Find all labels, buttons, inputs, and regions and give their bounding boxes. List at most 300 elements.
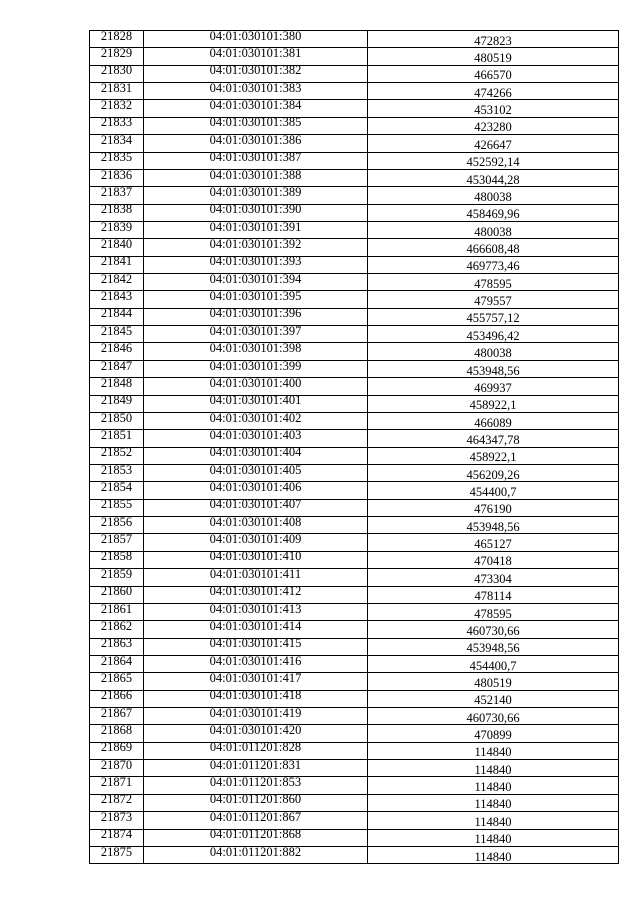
- table-body: [90, 31, 619, 864]
- cadastral-number-cell: [144, 777, 368, 794]
- table-row: [90, 586, 619, 603]
- cadastral-number-cell-text: 04:01:030101:381: [209, 47, 302, 61]
- cadastral-value-cell-text: 114840: [474, 780, 512, 795]
- row-number-cell-text: 21849: [100, 395, 133, 408]
- cadastral-value-cell-text: 469773,46: [466, 259, 520, 274]
- row-number-cell-text: 21839: [100, 221, 133, 234]
- row-number-cell: [90, 569, 144, 586]
- cadastral-value-cell: [368, 31, 619, 48]
- cadastral-number-cell: [144, 517, 368, 534]
- cadastral-value-cell-text: 479557: [474, 294, 512, 309]
- row-number-cell-text: 21872: [100, 794, 133, 807]
- row-number-cell: [90, 152, 144, 169]
- cadastral-value-cell-text: 480038: [474, 346, 512, 361]
- cadastral-value-cell-text: 458469,96: [466, 207, 520, 222]
- cadastral-number-cell: [144, 812, 368, 829]
- row-number-cell-text: 21856: [100, 516, 133, 529]
- cadastral-number-cell: [144, 204, 368, 221]
- cadastral-number-cell: [144, 725, 368, 742]
- row-number-cell: [90, 326, 144, 343]
- cadastral-number-cell: [144, 169, 368, 186]
- cadastral-number-cell-text: 04:01:030101:394: [209, 273, 302, 286]
- cadastral-number-cell: [144, 239, 368, 256]
- cadastral-value-cell-text: 466608,48: [466, 241, 520, 256]
- cadastral-value-cell-text: 453102: [474, 103, 512, 118]
- cadastral-number-cell-text: 04:01:030101:384: [209, 99, 302, 113]
- row-number-cell: [90, 690, 144, 707]
- row-number-cell: [90, 447, 144, 464]
- row-number-cell: [90, 708, 144, 725]
- cadastral-number-cell-text: 04:01:030101:407: [209, 499, 302, 512]
- cadastral-number-cell: [144, 117, 368, 134]
- cadastral-number-cell-text: 04:01:030101:391: [209, 221, 302, 234]
- cadastral-number-cell-text: 04:01:030101:411: [209, 568, 302, 581]
- cadastral-number-cell: [144, 673, 368, 690]
- cadastral-number-cell: [144, 412, 368, 429]
- row-number-cell: [90, 621, 144, 638]
- cadastral-number-cell-text: 04:01:030101:414: [209, 620, 302, 633]
- cadastral-number-cell-text: 04:01:030101:401: [209, 395, 302, 408]
- cadastral-number-cell-text: 04:01:030101:418: [209, 690, 302, 703]
- row-number-cell: [90, 274, 144, 291]
- row-number-cell: [90, 760, 144, 777]
- cadastral-value-cell: [368, 777, 619, 794]
- table-row: [90, 135, 619, 152]
- cadastral-number-cell: [144, 829, 368, 846]
- table-row: [90, 378, 619, 395]
- cadastral-number-cell-text: 04:01:030101:403: [209, 429, 302, 442]
- cadastral-value-cell-text: 114840: [474, 797, 512, 812]
- cadastral-number-cell-text: 04:01:030101:409: [209, 533, 302, 547]
- cadastral-number-cell-text: 04:01:011201:868: [209, 829, 302, 842]
- cadastral-value-cell-text: 423280: [474, 120, 512, 135]
- cadastral-number-cell-text: 04:01:030101:415: [209, 638, 302, 651]
- table-row: [90, 569, 619, 586]
- cadastral-number-cell: [144, 499, 368, 516]
- cadastral-value-cell-text: 114840: [474, 814, 512, 829]
- cadastral-value-cell-text: 476190: [474, 502, 512, 517]
- cadastral-value-cell-text: 473304: [474, 571, 512, 586]
- table-row: [90, 551, 619, 568]
- cadastral-value-cell: [368, 430, 619, 447]
- cadastral-value-cell: [368, 621, 619, 638]
- cadastral-number-cell: [144, 569, 368, 586]
- cadastral-number-cell-text: 04:01:030101:398: [209, 342, 302, 356]
- cadastral-number-cell-text: 04:01:030101:412: [209, 586, 302, 599]
- table-row: [90, 152, 619, 169]
- cadastral-number-cell: [144, 395, 368, 412]
- row-number-cell: [90, 430, 144, 447]
- row-number-cell-text: 21848: [100, 377, 133, 390]
- cadastral-number-cell: [144, 586, 368, 603]
- table-row: [90, 760, 619, 777]
- cadastral-number-cell: [144, 31, 368, 48]
- cadastral-number-cell-text: 04:01:030101:410: [209, 551, 302, 564]
- cadastral-number-cell: [144, 638, 368, 655]
- cadastral-number-cell: [144, 256, 368, 273]
- table-row: [90, 829, 619, 846]
- row-number-cell: [90, 777, 144, 794]
- row-number-cell-text: 21830: [100, 65, 133, 78]
- table-row: [90, 117, 619, 134]
- row-number-cell: [90, 725, 144, 742]
- table-row: [90, 83, 619, 100]
- cadastral-number-cell: [144, 326, 368, 343]
- cadastral-value-cell: [368, 464, 619, 481]
- cadastral-value-cell-text: 480038: [474, 224, 512, 239]
- cadastral-value-cell: [368, 846, 619, 863]
- table-row: [90, 534, 619, 551]
- table-row: [90, 464, 619, 481]
- row-number-cell-text: 21835: [100, 152, 133, 165]
- cadastral-value-cell-text: 478114: [474, 589, 512, 604]
- row-number-cell-text: 21837: [100, 186, 133, 199]
- cadastral-value-cell-text: 460730,66: [466, 623, 520, 638]
- cadastral-number-cell: [144, 48, 368, 65]
- cadastral-number-cell-text: 04:01:011201:860: [209, 794, 302, 807]
- row-number-cell-text: 21855: [100, 499, 133, 512]
- cadastral-number-cell-text: 04:01:030101:392: [209, 238, 302, 251]
- row-number-cell-text: 21852: [100, 447, 133, 460]
- cadastral-number-cell: [144, 100, 368, 117]
- cadastral-value-cell: [368, 187, 619, 204]
- row-number-cell-text: 21858: [100, 551, 133, 564]
- table-row: [90, 673, 619, 690]
- cadastral-value-cell-text: 453044,28: [466, 172, 520, 187]
- table-row: [90, 343, 619, 360]
- row-number-cell: [90, 239, 144, 256]
- cadastral-value-cell: [368, 812, 619, 829]
- table-row: [90, 655, 619, 672]
- row-number-cell-text: 21862: [100, 620, 133, 633]
- cadastral-number-cell-text: 04:01:030101:387: [209, 152, 302, 165]
- cadastral-number-cell-text: 04:01:030101:382: [209, 65, 302, 78]
- cadastral-value-cell-text: 470899: [474, 728, 512, 743]
- row-number-cell-text: 21842: [100, 273, 133, 286]
- table-row: [90, 48, 619, 65]
- row-number-cell: [90, 812, 144, 829]
- cadastral-number-cell: [144, 308, 368, 325]
- cadastral-number-cell-text: 04:01:030101:388: [209, 169, 302, 182]
- row-number-cell-text: 21846: [100, 342, 133, 356]
- row-number-cell-text: 21833: [100, 117, 133, 130]
- cadastral-number-cell: [144, 655, 368, 672]
- cadastral-number-cell: [144, 135, 368, 152]
- cadastral-value-cell: [368, 638, 619, 655]
- cadastral-number-cell-text: 04:01:030101:402: [209, 412, 302, 425]
- row-number-cell-text: 21829: [100, 47, 133, 61]
- cadastral-value-cell: [368, 100, 619, 117]
- row-number-cell: [90, 464, 144, 481]
- cadastral-number-cell-text: 04:01:030101:419: [209, 707, 302, 720]
- cadastral-value-cell-text: 453948,56: [466, 641, 520, 656]
- cadastral-number-cell: [144, 343, 368, 360]
- row-number-cell-text: 21847: [100, 360, 133, 373]
- cadastral-value-cell: [368, 551, 619, 568]
- row-number-cell: [90, 482, 144, 499]
- cadastral-value-cell-text: 478595: [474, 606, 512, 621]
- cadastral-value-cell-text: 456209,26: [466, 467, 520, 482]
- table-row: [90, 239, 619, 256]
- cadastral-value-cell: [368, 794, 619, 811]
- table-row: [90, 221, 619, 238]
- row-number-cell-text: 21832: [100, 99, 133, 113]
- cadastral-value-cell-text: 114840: [474, 745, 512, 760]
- table-row: [90, 725, 619, 742]
- row-number-cell: [90, 360, 144, 377]
- row-number-cell-text: 21831: [100, 82, 133, 95]
- cadastral-number-cell-text: 04:01:030101:408: [209, 516, 302, 529]
- row-number-cell: [90, 135, 144, 152]
- cadastral-value-cell-text: 114840: [474, 849, 512, 864]
- cadastral-value-cell: [368, 65, 619, 82]
- cadastral-number-cell-text: 04:01:011201:828: [209, 742, 302, 755]
- cadastral-number-cell-text: 04:01:030101:389: [209, 186, 302, 199]
- cadastral-value-cell: [368, 308, 619, 325]
- row-number-cell: [90, 291, 144, 308]
- cadastral-value-cell: [368, 517, 619, 534]
- cadastral-value-cell-text: 465127: [474, 537, 512, 552]
- cadastral-number-cell: [144, 187, 368, 204]
- cadastral-value-cell-text: 458922,1: [469, 450, 517, 465]
- cadastral-number-cell: [144, 708, 368, 725]
- row-number-cell-text: 21863: [100, 638, 133, 651]
- cadastral-number-cell: [144, 742, 368, 759]
- cadastral-number-cell: [144, 378, 368, 395]
- row-number-cell: [90, 83, 144, 100]
- cadastral-number-cell: [144, 83, 368, 100]
- cadastral-number-cell-text: 04:01:030101:404: [209, 447, 302, 460]
- row-number-cell: [90, 204, 144, 221]
- cadastral-value-cell: [368, 48, 619, 65]
- row-number-cell: [90, 673, 144, 690]
- cadastral-number-cell-text: 04:01:030101:417: [209, 672, 302, 685]
- cadastral-value-cell-text: 453948,56: [466, 519, 520, 534]
- cadastral-number-cell: [144, 621, 368, 638]
- cadastral-number-cell-text: 04:01:030101:397: [209, 325, 302, 338]
- table-row: [90, 846, 619, 863]
- table-row: [90, 360, 619, 377]
- table-row: [90, 412, 619, 429]
- cadastral-number-cell: [144, 65, 368, 82]
- row-number-cell: [90, 412, 144, 429]
- cadastral-number-cell-text: 04:01:030101:405: [209, 464, 302, 477]
- cadastral-value-cell-text: 466089: [474, 415, 512, 430]
- cadastral-value-cell: [368, 412, 619, 429]
- table-row: [90, 395, 619, 412]
- cadastral-value-cell-text: 470418: [474, 554, 512, 569]
- cadastral-value-cell: [368, 829, 619, 846]
- cadastral-value-cell-text: 472823: [474, 33, 512, 48]
- row-number-cell: [90, 100, 144, 117]
- row-number-cell-text: 21866: [100, 690, 133, 703]
- row-number-cell-text: 21844: [100, 308, 133, 321]
- cadastral-value-cell: [368, 291, 619, 308]
- row-number-cell: [90, 117, 144, 134]
- cadastral-number-cell: [144, 846, 368, 863]
- table-row: [90, 517, 619, 534]
- row-number-cell-text: 21875: [100, 846, 133, 859]
- cadastral-number-cell: [144, 603, 368, 620]
- cadastral-number-cell-text: 04:01:011201:853: [209, 776, 302, 790]
- cadastral-value-cell: [368, 760, 619, 777]
- cadastral-value-cell: [368, 326, 619, 343]
- cadastral-value-cell: [368, 343, 619, 360]
- row-number-cell: [90, 256, 144, 273]
- cadastral-number-cell: [144, 447, 368, 464]
- row-number-cell-text: 21840: [100, 238, 133, 251]
- cadastral-value-cell: [368, 395, 619, 412]
- row-number-cell-text: 21857: [100, 533, 133, 547]
- table-row: [90, 742, 619, 759]
- cadastral-number-cell-text: 04:01:011201:867: [209, 811, 302, 824]
- cadastral-number-cell-text: 04:01:030101:420: [209, 724, 302, 738]
- row-number-cell: [90, 31, 144, 48]
- row-number-cell: [90, 586, 144, 603]
- cadastral-number-cell: [144, 274, 368, 291]
- row-number-cell: [90, 308, 144, 325]
- table-row: [90, 482, 619, 499]
- table-row: [90, 499, 619, 516]
- cadastral-number-cell: [144, 464, 368, 481]
- row-number-cell-text: 21873: [100, 811, 133, 824]
- cadastral-value-cell-text: 480038: [474, 189, 512, 204]
- row-number-cell-text: 21828: [100, 30, 133, 43]
- cadastral-number-cell: [144, 430, 368, 447]
- row-number-cell-text: 21838: [100, 204, 133, 217]
- cadastral-value-cell-text: 480519: [474, 51, 512, 66]
- row-number-cell-text: 21845: [100, 325, 133, 338]
- cadastral-value-cell-text: 466570: [474, 68, 512, 83]
- row-number-cell: [90, 638, 144, 655]
- table-row: [90, 256, 619, 273]
- row-number-cell-text: 21868: [100, 724, 133, 738]
- row-number-cell-text: 21871: [100, 776, 133, 790]
- table-row: [90, 169, 619, 186]
- row-number-cell-text: 21851: [100, 429, 133, 442]
- row-number-cell-text: 21869: [100, 742, 133, 755]
- cadastral-number-cell-text: 04:01:030101:406: [209, 481, 302, 495]
- cadastral-number-cell-text: 04:01:030101:396: [209, 308, 302, 321]
- cadastral-value-cell: [368, 708, 619, 725]
- table-row: [90, 326, 619, 343]
- cadastral-value-cell-text: 458922,1: [469, 398, 517, 413]
- cadastral-value-cell: [368, 499, 619, 516]
- row-number-cell-text: 21853: [100, 464, 133, 477]
- table-row: [90, 603, 619, 620]
- cadastral-value-cell: [368, 603, 619, 620]
- cadastral-number-cell: [144, 760, 368, 777]
- cadastral-value-cell: [368, 586, 619, 603]
- cadastral-value-cell: [368, 221, 619, 238]
- cadastral-number-cell-text: 04:01:030101:380: [209, 30, 302, 43]
- row-number-cell-text: 21865: [100, 672, 133, 685]
- cadastral-number-cell-text: 04:01:030101:383: [209, 82, 302, 95]
- row-number-cell: [90, 742, 144, 759]
- row-number-cell-text: 21870: [100, 759, 133, 772]
- cadastral-number-cell: [144, 794, 368, 811]
- row-number-cell: [90, 829, 144, 846]
- cadastral-value-cell: [368, 482, 619, 499]
- cadastral-value-cell: [368, 360, 619, 377]
- table-row: [90, 794, 619, 811]
- cadastral-number-cell: [144, 152, 368, 169]
- row-number-cell: [90, 378, 144, 395]
- table-row: [90, 812, 619, 829]
- row-number-cell-text: 21861: [100, 603, 133, 616]
- table-row: [90, 708, 619, 725]
- cadastral-number-cell: [144, 360, 368, 377]
- cadastral-value-cell-text: 114840: [474, 832, 512, 847]
- cadastral-value-cell-text: 454400,7: [469, 658, 517, 673]
- cadastral-number-cell: [144, 221, 368, 238]
- cadastral-value-cell-text: 452140: [474, 693, 512, 708]
- row-number-cell: [90, 169, 144, 186]
- table-row: [90, 65, 619, 82]
- cadastral-number-cell-text: 04:01:030101:400: [209, 377, 302, 390]
- row-number-cell: [90, 846, 144, 863]
- table-row: [90, 430, 619, 447]
- table-row: [90, 187, 619, 204]
- cadastral-value-cell: [368, 673, 619, 690]
- table-row: [90, 291, 619, 308]
- row-number-cell-text: 21874: [100, 829, 133, 842]
- cadastral-value-cell: [368, 204, 619, 221]
- cadastral-number-cell: [144, 534, 368, 551]
- cadastral-number-cell: [144, 551, 368, 568]
- row-number-cell: [90, 794, 144, 811]
- cadastral-value-cell: [368, 690, 619, 707]
- table-row: [90, 308, 619, 325]
- cadastral-number-cell-text: 04:01:030101:399: [209, 360, 302, 373]
- cadastral-value-cell: [368, 169, 619, 186]
- cadastral-value-cell-text: 469937: [474, 380, 512, 395]
- table-row: [90, 204, 619, 221]
- row-number-cell: [90, 65, 144, 82]
- cadastral-value-cell: [368, 274, 619, 291]
- cadastral-number-cell-text: 04:01:030101:385: [209, 117, 302, 130]
- cadastral-value-cell: [368, 655, 619, 672]
- cadastral-number-cell-text: 04:01:030101:416: [209, 655, 302, 668]
- cadastral-value-cell: [368, 447, 619, 464]
- cadastral-value-cell-text: 114840: [474, 762, 512, 777]
- row-number-cell-text: 21834: [100, 134, 133, 147]
- cadastral-value-cell-text: 480519: [474, 675, 512, 690]
- cadastral-value-cell: [368, 256, 619, 273]
- row-number-cell-text: 21854: [100, 481, 133, 495]
- cadastral-value-cell-text: 454400,7: [469, 485, 517, 500]
- row-number-cell-text: 21836: [100, 169, 133, 182]
- cadastral-value-cell: [368, 152, 619, 169]
- cadastral-value-cell-text: 460730,66: [466, 710, 520, 725]
- cadastral-value-cell: [368, 83, 619, 100]
- row-number-cell: [90, 499, 144, 516]
- cadastral-number-cell-text: 04:01:030101:390: [209, 204, 302, 217]
- cadastral-value-cell: [368, 135, 619, 152]
- row-number-cell-text: 21850: [100, 412, 133, 425]
- cadastral-number-cell-text: 04:01:030101:386: [209, 134, 302, 147]
- row-number-cell-text: 21860: [100, 586, 133, 599]
- row-number-cell-text: 21841: [100, 256, 133, 269]
- row-number-cell: [90, 603, 144, 620]
- cadastral-value-cell: [368, 239, 619, 256]
- cadastral-number-cell-text: 04:01:030101:393: [209, 256, 302, 269]
- table-row: [90, 638, 619, 655]
- cadastral-value-cell-text: 453948,56: [466, 363, 520, 378]
- cadastral-number-cell-text: 04:01:030101:395: [209, 290, 302, 304]
- cadastral-value-cell-text: 455757,12: [466, 311, 520, 326]
- cadastral-value-cell: [368, 117, 619, 134]
